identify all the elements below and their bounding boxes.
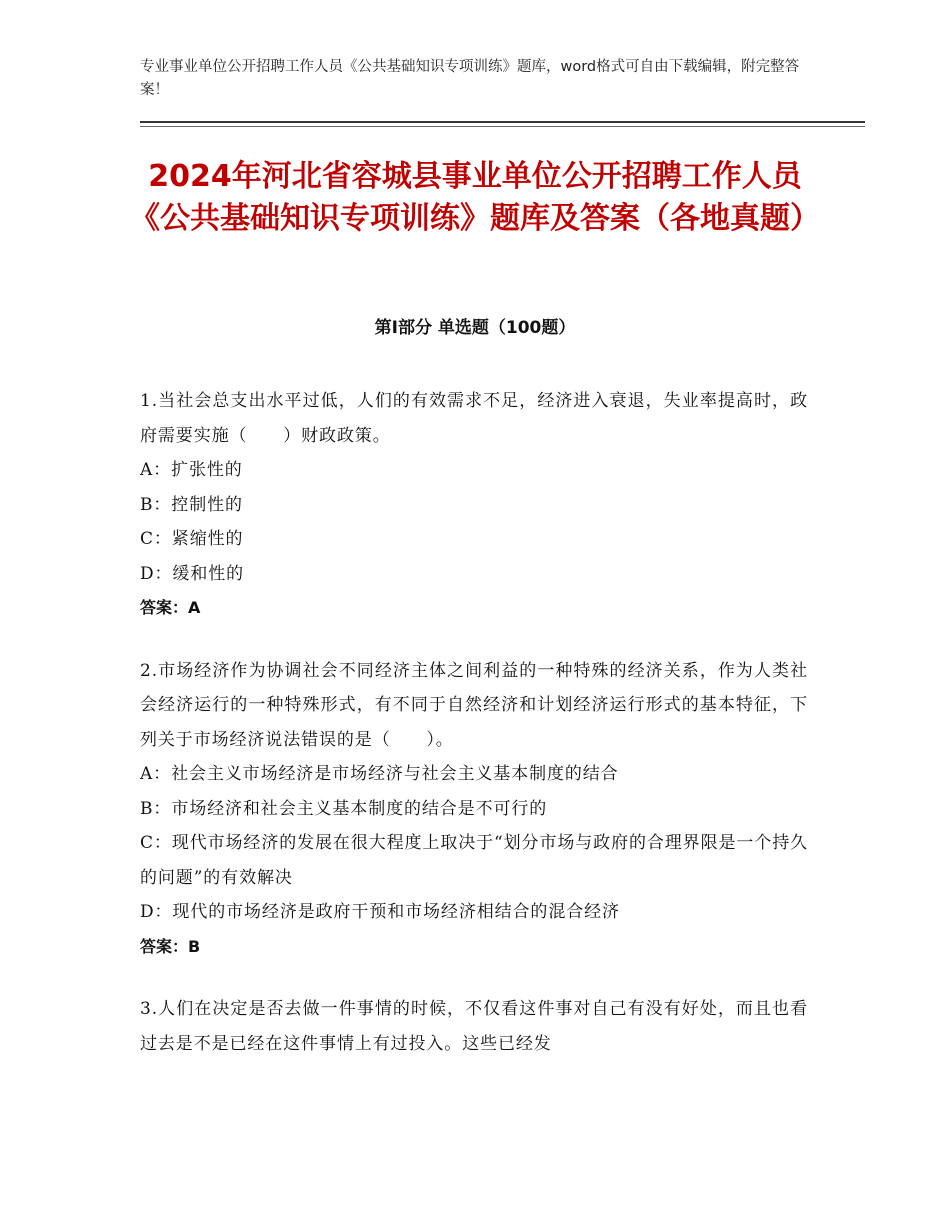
question-stem: 1.当社会总支出水平过低，人们的有效需求不足，经济进入衰退，失业率提高时，政府需要实施（ ）财政政策。: [140, 391, 808, 446]
question-list: [140, 384, 808, 1089]
option-b: B：控制性的: [140, 494, 243, 515]
question-3: [140, 992, 808, 1061]
answer: 答案：B: [140, 936, 201, 956]
question-stem: 2.市场经济作为协调社会不同经济主体之间利益的一种特殊的经济关系，作为人类社会经济运行的一种特殊形式，有不同于自然经济和计划经济运行形式的基本特征，下列关于市场经济说法错误的是（ ）。: [140, 660, 808, 750]
question-2: [140, 654, 808, 965]
document-title: 2024年河北省容城县事业单位公开招聘工作人员《公共基础知识专项训练》题库及答案（各地真题）: [130, 159, 820, 236]
header-note: 专业事业单位公开招聘工作人员《公共基础知识专项训练》题库，word格式可自由下载编辑，附完整答案！: [140, 59, 800, 98]
section-heading: 第I部分 单选题（100题）: [374, 318, 576, 338]
header-divider-thin: [140, 126, 865, 127]
option-b: B：市场经济和社会主义基本制度的结合是不可行的: [140, 798, 548, 819]
option-d: D：现代的市场经济是政府干预和市场经济相结合的混合经济: [140, 902, 620, 922]
option-d: D：缓和性的: [140, 563, 245, 584]
option-a: A：扩张性的: [140, 460, 243, 480]
answer: 答案：A: [140, 598, 201, 617]
header-divider-thick: [140, 121, 865, 123]
question-1: [140, 384, 808, 626]
option-c: C：现代市场经济的发展在很大程度上取决于“划分市场与政府的合理界限是一个持久的问题”的有效解决: [140, 833, 808, 888]
option-c: C：紧缩性的: [140, 529, 244, 549]
option-a: A：社会主义市场经济是市场经济与社会主义基本制度的结合: [140, 764, 619, 784]
question-stem: 3.人们在决定是否去做一件事情的时候，不仅看这件事对自己有没有好处，而且也看过去是不是已经在这件事情上有过投入。这些已经发: [140, 999, 808, 1054]
